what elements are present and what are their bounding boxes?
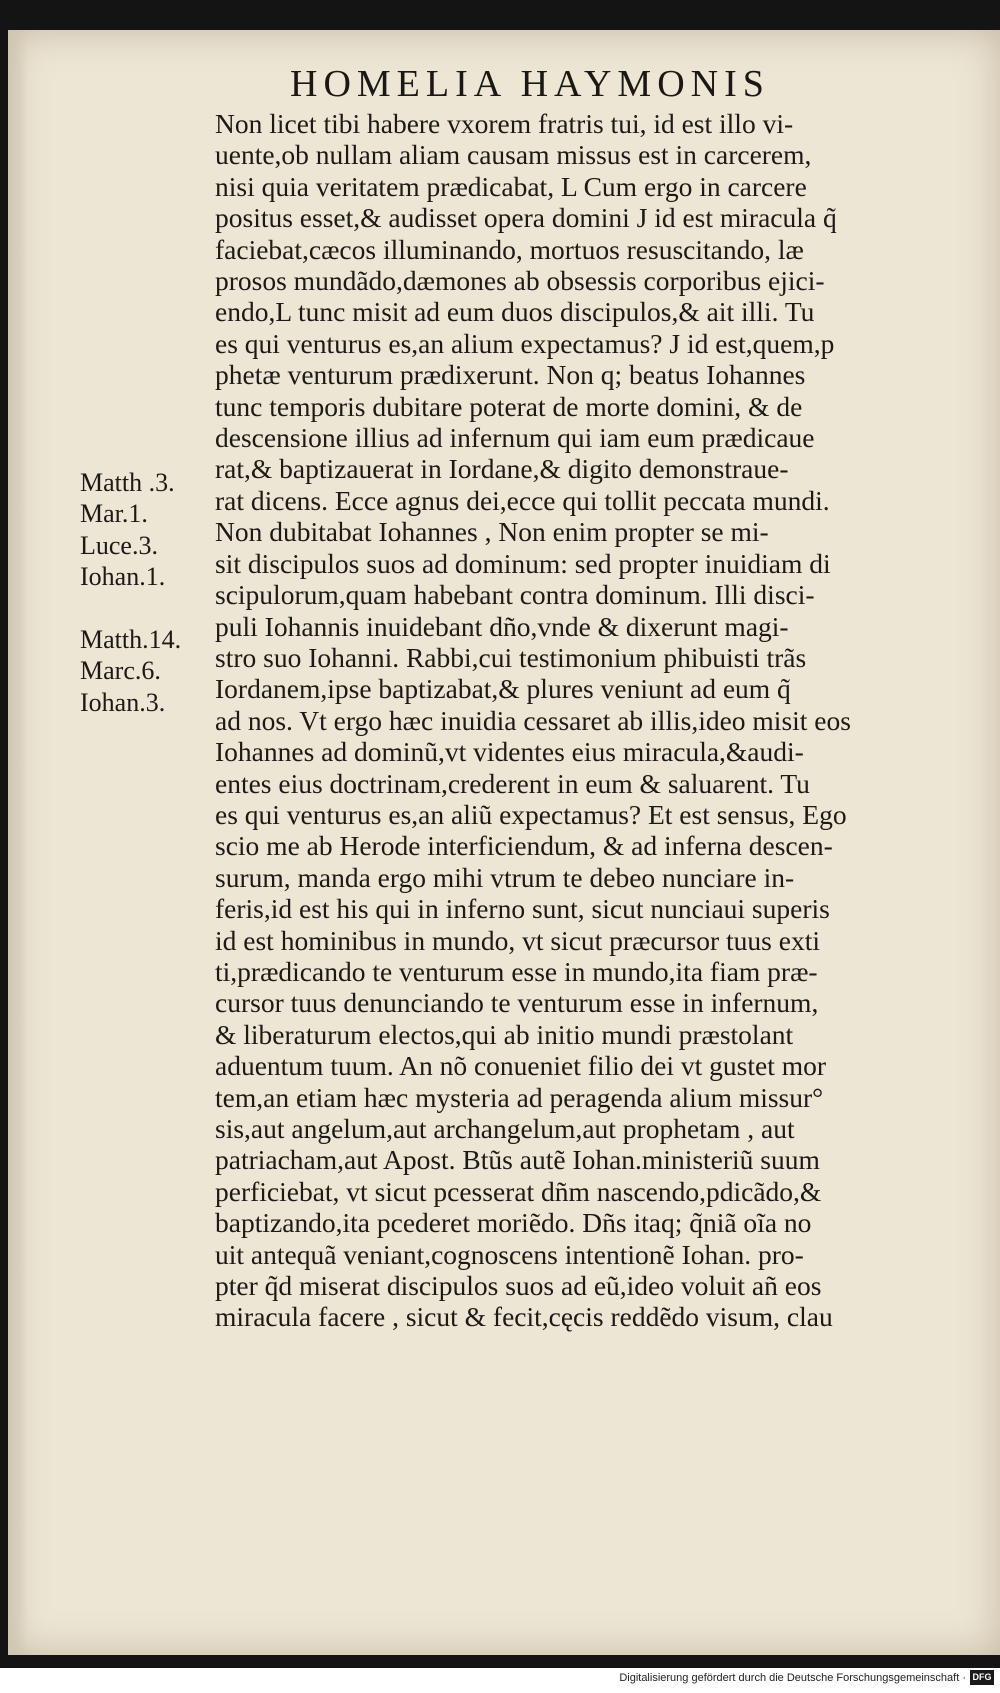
text-line: positus esset,& audisset opera domini J id est miracula q̃ (215, 202, 837, 234)
running-head: HOMELIA HAYMONIS (290, 63, 770, 105)
text-line: feris,id est his qui in inferno sunt, sicut nunciaui superis (215, 893, 830, 925)
text-line: Iordanem,ipse baptizabat,& plures veniunt ad eum q̃ (215, 673, 791, 705)
page-edge-shadow (8, 30, 28, 1655)
text-line: id est hominibus in mundo, vt sicut præcursor tuus exti (215, 924, 820, 956)
text-line: scio me ab Herode interficiendum, & ad inferna descen- (215, 830, 833, 862)
text-line: phetæ venturum prædixerunt. Non q; beatus Iohannes (215, 359, 806, 391)
text-line: Non dubitabat Iohannes , Non enim propter se mi- (215, 516, 769, 548)
text-line: Non licet tibi habere vxorem fratris tui, id est illo vi- (215, 108, 794, 139)
text-line: sit discipulos suos ad dominum: sed propter inuidiam di (215, 547, 831, 579)
margin-note: Luce.3. (80, 530, 158, 560)
text-line: cursor tuus denunciando te venturum esse in infernum, (215, 987, 819, 1019)
margin-note: Marc.6. (80, 656, 161, 686)
text-line: es qui venturus es,an alium expectamus? J id est,quem,p (215, 327, 835, 359)
margin-note: Mar.1. (80, 499, 148, 529)
text-line: sis,aut angelum,aut archangelum,aut prophetam , aut (215, 1113, 795, 1144)
text-line: nisi quia veritatem prædicabat, L Cum ergo in carcere (215, 170, 807, 202)
text-line: baptizando,ita pcederet moriẽdo. Dñs itaq; q̃niã oĩa no (215, 1207, 812, 1239)
text-line: tem,an etiam hæc mysteria ad peragenda alium missur° (215, 1081, 824, 1113)
margin-note: Matth .3. (80, 468, 175, 497)
body-text (215, 108, 915, 1333)
text-line: stro suo Iohanni. Rabbi,cui testimonium phibuisti trãs (215, 641, 807, 673)
margin-notes-gospels-1 (80, 467, 220, 593)
text-line: puli Iohannis inuidebant dño,vnde & dixerunt magi- (215, 610, 789, 642)
text-line: surum, manda ergo mihi vtrum te debeo nunciare in- (215, 861, 795, 893)
text-line: uit antequã veniant,cognoscens intentionẽ Iohan. pro- (215, 1238, 804, 1270)
margin-notes-gospels-2 (80, 624, 220, 718)
text-line: es qui venturus es,an aliũ expectamus? Et est sensus, Ego (215, 798, 847, 830)
text-line: patriacham,aut Apost. Btũs autẽ Iohan.ministeriũ suum (215, 1144, 820, 1176)
text-line: descensione illius ad infernum qui iam eum prædicaue (215, 422, 815, 454)
text-line: rat dicens. Ecce agnus dei,ecce qui tollit peccata mundi. (215, 484, 830, 516)
text-line: pter q̃d miserat discipulos suos ad eũ,ideo voluit añ eos (215, 1270, 822, 1302)
text-line: prosos mundãdo,dæmones ab obsessis corporibus ejici- (215, 265, 825, 297)
text-line: miracula facere , sicut & fecit,cęcis reddẽdo visum, clau (215, 1301, 833, 1333)
margin-note: Matth.14. (80, 625, 182, 654)
margin-note: Iohan.3. (80, 687, 166, 717)
text-line: aduentum tuum. An nõ conueniet filio dei vt gustet mor (215, 1050, 827, 1082)
digitization-credit: Digitalisierung gefördert durch die Deutsche Forschungsgemeinschaft · (619, 1672, 966, 1684)
text-line: endo,L tunc misit ad eum duos discipulos,& ait illi. Tu (215, 296, 815, 328)
text-line: & liberaturum electos,qui ab initio mundi præstolant (215, 1018, 794, 1050)
text-line: perficiebat, vt sicut pcesserat dñm nascendo,pdicãdo,& (215, 1175, 822, 1207)
dfg-logo: DFG (970, 1670, 994, 1685)
text-line: rat,& baptizauerat in Iordane,& digito demonstraue- (215, 453, 789, 485)
text-line: ti,prædicando te venturum esse in mundo,ita fiam præ- (215, 955, 818, 987)
text-line: ad nos. Vt ergo hæc inuidia cessaret ab illis,ideo misit eos (215, 704, 851, 736)
text-line: tunc temporis dubitare poterat de morte domini, & de (215, 390, 803, 422)
text-line: scipulorum,quam habebant contra dominum. Illi disci- (215, 579, 815, 611)
text-line: entes eius doctrinam,crederent in eum & saluarent. Tu (215, 767, 810, 799)
margin-note: Iohan.1. (80, 562, 166, 592)
text-line: faciebat,cæcos illuminando, mortuos resuscitando, læ (215, 233, 804, 265)
text-line: Iohannes ad dominũ,vt videntes eius miracula,&audi- (215, 736, 804, 768)
text-line: uente,ob nullam aliam causam missus est in carcerem, (215, 139, 812, 171)
